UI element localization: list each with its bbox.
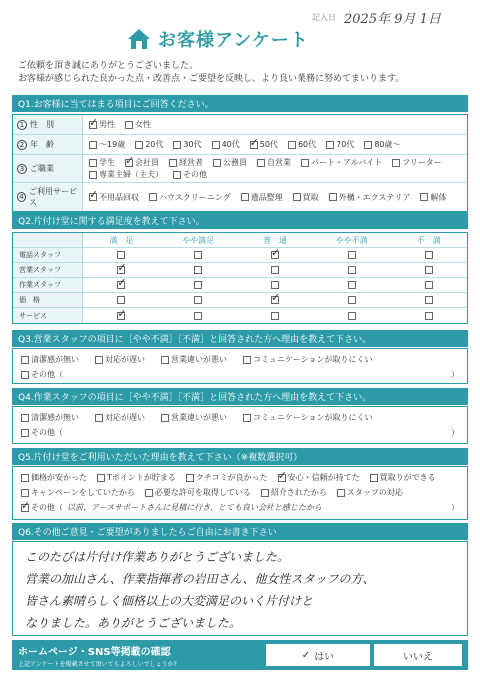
- q1-option[interactable]: [149, 192, 231, 203]
- reason-option[interactable]: [337, 487, 403, 498]
- q1-option[interactable]: [241, 192, 283, 203]
- q2-rating-cell: [313, 266, 390, 274]
- reason-option[interactable]: [161, 412, 227, 423]
- checkbox[interactable]: [117, 251, 125, 259]
- checkbox[interactable]: [186, 474, 194, 482]
- consent-no-option[interactable]: [374, 644, 462, 666]
- intro-line: お客様が感じられた良かった点・改善点・ご要望を反映し、より良い業務に努めてまいります。: [18, 74, 405, 84]
- circled-number: 3: [17, 164, 27, 174]
- q2-rating-cell: [83, 251, 160, 259]
- checkbox[interactable]: [173, 171, 181, 179]
- q1-option[interactable]: [301, 157, 382, 168]
- reason-other-option[interactable]: [21, 369, 63, 380]
- q1-label-text: ご利用サービス: [29, 187, 77, 207]
- checkbox[interactable]: [194, 312, 202, 320]
- q1-option[interactable]: [212, 139, 240, 150]
- checkbox[interactable]: [337, 489, 345, 497]
- reason-option[interactable]: [21, 354, 79, 365]
- reason-line: [21, 352, 459, 367]
- q1-option[interactable]: [89, 119, 115, 130]
- q2-rating-cell: [83, 281, 160, 289]
- checkbox[interactable]: [271, 266, 279, 274]
- q1-option-label: 会社員: [135, 158, 159, 167]
- q1-option-label: 80歳～: [374, 140, 401, 149]
- checkbox[interactable]: [326, 141, 334, 149]
- q1-label-text: 性 別: [30, 120, 54, 129]
- reason-line: [21, 500, 459, 515]
- checkbox[interactable]: [301, 159, 309, 167]
- q2-row-label: 価 格: [13, 293, 83, 307]
- q1-option-label: 50代: [259, 140, 278, 149]
- reason-other-option[interactable]: [21, 427, 63, 438]
- reason-label: 価格が安かった: [31, 473, 87, 482]
- circled-number: 2: [17, 140, 27, 150]
- reason-line: [21, 425, 459, 440]
- reason-label: その他（: [31, 503, 63, 512]
- checkbox[interactable]: [250, 141, 258, 149]
- publish-consent-footer: [12, 640, 468, 670]
- q2-heading: Q2.片付け堂に関する満足度を教えて下さい。: [12, 212, 468, 229]
- reason-label: 必要な許可を取得している: [154, 488, 251, 497]
- checkbox[interactable]: [21, 371, 29, 379]
- checkbox[interactable]: [425, 312, 433, 320]
- q1-option[interactable]: [125, 119, 151, 130]
- closing-paren: ）: [451, 428, 459, 437]
- reason-option[interactable]: [97, 472, 176, 483]
- q1-option[interactable]: [257, 157, 291, 168]
- reason-option[interactable]: [261, 487, 327, 498]
- checkbox[interactable]: [329, 193, 337, 201]
- q1-options: [83, 155, 467, 182]
- checkbox[interactable]: [169, 159, 177, 167]
- q2-rating-cell: [313, 251, 390, 259]
- check-mark-icon: ✓: [301, 649, 311, 661]
- q1-option[interactable]: [135, 139, 163, 150]
- q2-column-header: やや満足: [182, 235, 215, 245]
- q1-option-label: 解体: [430, 192, 447, 202]
- checkbox[interactable]: [161, 356, 169, 364]
- q1-options: [83, 183, 467, 211]
- reason-line: [21, 485, 459, 500]
- q2-row-label: 作業スタッフ: [13, 278, 83, 292]
- checkbox[interactable]: [125, 121, 133, 129]
- checkbox[interactable]: [420, 193, 428, 201]
- q2-rating-cell: [160, 251, 237, 259]
- reason-option[interactable]: [370, 472, 436, 483]
- q1-option-label: パート・アルバイト: [311, 158, 383, 167]
- comment-line: このたびは片付け作業ありがとうございました。: [25, 550, 290, 564]
- q1-row-label: [13, 183, 83, 211]
- q2-column-header: やや不満: [335, 235, 368, 245]
- q1-option[interactable]: [89, 157, 115, 168]
- q2-row: [13, 308, 467, 323]
- q1-row-label: [13, 115, 83, 134]
- checkbox[interactable]: [194, 266, 202, 274]
- q1-row-label: [13, 155, 83, 182]
- checkbox[interactable]: [425, 281, 433, 289]
- q6-heading: Q6.その他ご意見・ご要望がありましたらご自由にお書き下さい: [12, 523, 468, 540]
- q5-options: [12, 466, 468, 520]
- checkbox[interactable]: [161, 414, 169, 422]
- checkbox[interactable]: [21, 414, 29, 422]
- other-reason-handwritten: 以前、アースサポートさんに見積に行き、とても良い会社と感じたから: [67, 503, 322, 512]
- q1-option-label: 男性: [99, 120, 115, 129]
- q1-option-label: 学生: [99, 158, 115, 167]
- q1-option[interactable]: [125, 157, 159, 168]
- survey-header: [126, 26, 309, 52]
- q1-option[interactable]: [326, 139, 354, 150]
- checkbox[interactable]: [117, 281, 125, 289]
- checkbox[interactable]: [348, 266, 356, 274]
- consent-yes-label: はい: [314, 651, 335, 663]
- checkbox[interactable]: [95, 356, 103, 364]
- reason-label: コミュニケーションが取りにくい: [253, 355, 373, 364]
- checkbox[interactable]: [392, 159, 400, 167]
- reason-option[interactable]: [243, 354, 373, 365]
- q2-rating-cell: [83, 312, 160, 320]
- q2-row: [13, 248, 467, 263]
- q1-label-text: ご職業: [30, 164, 54, 173]
- checkbox[interactable]: [145, 489, 153, 497]
- checkbox[interactable]: [348, 312, 356, 320]
- reason-option[interactable]: [243, 412, 373, 423]
- checkbox[interactable]: [425, 251, 433, 259]
- q1-option-label: 公務員: [223, 158, 247, 167]
- checkbox[interactable]: [97, 474, 105, 482]
- date-value: 2025年 9月 1日: [344, 11, 441, 27]
- closing-paren: ）: [451, 503, 459, 512]
- checkbox[interactable]: [271, 281, 279, 289]
- q2-rating-cell: [160, 266, 237, 274]
- checkbox[interactable]: [348, 281, 356, 289]
- q2-rating-cell: [313, 296, 390, 304]
- reason-label: 営業違いが悪い: [171, 413, 227, 422]
- q1-option[interactable]: [213, 157, 247, 168]
- checkbox[interactable]: [271, 312, 279, 320]
- reason-label: クチコミが良かった: [195, 473, 268, 482]
- q2-row: [13, 293, 467, 308]
- comment-line: なりました。ありがとうございました。: [25, 616, 242, 630]
- q2-rating-cell: [390, 266, 467, 274]
- q6-free-comment[interactable]: [12, 541, 468, 636]
- checkbox[interactable]: [348, 251, 356, 259]
- reason-label: 営業違いが悪い: [171, 355, 227, 364]
- q2-rating-cell: [237, 266, 314, 274]
- reason-other-option[interactable]: [21, 502, 63, 513]
- checkbox[interactable]: [278, 474, 286, 482]
- q1-option-label: 不用品回収: [99, 192, 139, 202]
- checkbox[interactable]: [117, 266, 125, 274]
- consent-no-label: いいえ: [403, 651, 433, 663]
- reason-label: その他（: [31, 370, 63, 379]
- q1-option-label: 70代: [336, 140, 355, 149]
- checkbox[interactable]: [21, 429, 29, 437]
- reason-label: 清潔感が無い: [31, 413, 79, 422]
- q1-options: [83, 135, 467, 154]
- reason-label: 対応が遅い: [105, 413, 145, 422]
- q2-rating-cell: [83, 266, 160, 274]
- q1-option-label: 60代: [297, 140, 317, 149]
- checkbox[interactable]: [89, 121, 97, 129]
- intro-text: [18, 60, 404, 86]
- reason-option[interactable]: [278, 472, 360, 483]
- q1-option[interactable]: [329, 192, 411, 203]
- reason-label: 買取りができる: [379, 473, 436, 482]
- reason-option[interactable]: [95, 412, 145, 423]
- q2-row-label: 営業スタッフ: [13, 263, 83, 277]
- q1-row: [13, 183, 467, 211]
- q1-option-label: 経営者: [179, 158, 203, 167]
- circled-number: 1: [17, 120, 27, 130]
- q2-row-label: 電話スタッフ: [13, 248, 83, 262]
- q1-option[interactable]: [288, 139, 316, 150]
- q4-options: [12, 406, 468, 444]
- checkbox[interactable]: [370, 474, 378, 482]
- checkbox[interactable]: [135, 141, 143, 149]
- reason-option[interactable]: [161, 354, 227, 365]
- q1-option[interactable]: [173, 139, 201, 150]
- checkbox[interactable]: [212, 141, 220, 149]
- reason-label: 紹介されたから: [270, 488, 327, 497]
- checkbox[interactable]: [95, 414, 103, 422]
- q2-table: [12, 232, 468, 324]
- checkbox[interactable]: [125, 159, 133, 167]
- checkbox[interactable]: [364, 141, 372, 149]
- reason-label: コミュニケーションが取りにくい: [253, 413, 373, 422]
- q2-rating-cell: [390, 251, 467, 259]
- q2-rating-cell: [237, 281, 314, 289]
- q1-option-label: 買取: [302, 192, 319, 202]
- q2-rating-cell: [390, 312, 467, 320]
- checkbox[interactable]: [348, 296, 356, 304]
- checkbox[interactable]: [261, 489, 269, 497]
- date-field: [312, 9, 462, 25]
- checkbox[interactable]: [89, 193, 97, 201]
- reason-label: その他（: [31, 428, 63, 437]
- q1-option-label: 自営業: [267, 158, 291, 167]
- q2-rating-cell: [237, 312, 314, 320]
- q2-row: [13, 263, 467, 278]
- q2-rating-cell: [237, 251, 314, 259]
- q1-option-label: 40代: [221, 140, 240, 149]
- q1-option[interactable]: [89, 169, 163, 180]
- page-title: お客様アンケート: [158, 30, 309, 51]
- q2-row-label: サービス: [13, 308, 83, 323]
- q1-row-label: [13, 135, 83, 154]
- q2-rating-cell: [160, 281, 237, 289]
- reason-option[interactable]: [21, 472, 87, 483]
- q1-option-label: 外構・エクステリア: [338, 192, 411, 202]
- checkbox[interactable]: [194, 281, 202, 289]
- checkbox[interactable]: [21, 356, 29, 364]
- q1-option[interactable]: [392, 157, 442, 168]
- q1-table: [12, 114, 468, 212]
- reason-label: スタッフの対応: [346, 488, 403, 497]
- checkbox[interactable]: [288, 141, 296, 149]
- checkbox[interactable]: [425, 296, 433, 304]
- checkbox[interactable]: [257, 159, 265, 167]
- reason-option[interactable]: [21, 412, 79, 423]
- q2-rating-cell: [83, 296, 160, 304]
- reason-line: [21, 470, 459, 485]
- q1-option-label: 女性: [135, 120, 151, 129]
- q1-row: [13, 155, 467, 183]
- q2-row: [13, 278, 467, 293]
- q1-option-label: 30代: [183, 140, 202, 149]
- reason-label: キャンペーンをしていたから: [31, 488, 135, 497]
- checkbox[interactable]: [89, 159, 97, 167]
- q1-option[interactable]: [169, 157, 203, 168]
- q1-option[interactable]: [420, 192, 446, 203]
- consent-yes-option[interactable]: [266, 644, 370, 666]
- q1-option[interactable]: [364, 139, 400, 150]
- checkbox[interactable]: [425, 266, 433, 274]
- q2-column-header: 普 通: [262, 235, 287, 245]
- q2-rating-cell: [160, 296, 237, 304]
- q2-rating-cell: [390, 296, 467, 304]
- date-label: 記入日: [312, 12, 336, 22]
- checkbox[interactable]: [21, 504, 29, 512]
- q1-option-label: その他: [183, 170, 207, 179]
- q2-rating-cell: [313, 312, 390, 320]
- q1-option-label: ～19歳: [99, 140, 126, 149]
- q1-option[interactable]: [250, 139, 278, 150]
- closing-paren: ）: [451, 370, 459, 379]
- q3-options: [12, 348, 468, 384]
- q5-heading: Q5.片付け堂をご利用いただいた理由を教えて下さい（※複数選択可）: [12, 448, 468, 465]
- q1-options: [83, 115, 467, 134]
- checkbox[interactable]: [194, 296, 202, 304]
- checkbox[interactable]: [293, 193, 301, 201]
- q1-option-label: 20代: [145, 140, 164, 149]
- q1-option[interactable]: [173, 169, 207, 180]
- checkbox[interactable]: [89, 141, 97, 149]
- checkbox[interactable]: [241, 193, 249, 201]
- q1-row: [13, 135, 467, 155]
- q1-option-label: ハウスクリーニング: [159, 192, 231, 202]
- checkbox[interactable]: [271, 251, 279, 259]
- checkbox[interactable]: [243, 414, 251, 422]
- q2-column-header: 満 足: [109, 235, 134, 245]
- checkbox[interactable]: [213, 159, 221, 167]
- q1-option[interactable]: [89, 139, 125, 150]
- reason-option[interactable]: [95, 354, 145, 365]
- q1-option[interactable]: [293, 192, 319, 203]
- checkbox[interactable]: [149, 193, 157, 201]
- q1-option-label: フリーター: [402, 158, 442, 167]
- q2-rating-cell: [237, 296, 314, 304]
- checkbox[interactable]: [271, 296, 279, 304]
- reason-option[interactable]: [186, 472, 268, 483]
- reason-option[interactable]: [145, 487, 251, 498]
- q3-heading: Q3.営業スタッフの項目に［やや不満］［不満］と回答された方へ理由を教えて下さい。: [12, 330, 468, 347]
- house-logo-icon: [126, 27, 152, 51]
- reason-label: Tポイントが貯まる: [107, 473, 176, 482]
- comment-line: 営業の加山さん、作業指揮者の岩田さん、他女性スタッフの方、: [25, 572, 375, 586]
- reason-label: 清潔感が無い: [31, 355, 79, 364]
- reason-line: [21, 410, 459, 425]
- q1-option-label: 遺品整理: [250, 192, 283, 202]
- footer-subtitle: 上記アンケートを掲載させて頂いてもよろしいでしょうか?: [18, 661, 177, 668]
- q1-row: [13, 115, 467, 135]
- checkbox[interactable]: [21, 474, 29, 482]
- checkbox[interactable]: [243, 356, 251, 364]
- checkbox[interactable]: [117, 296, 125, 304]
- circled-number: 4: [17, 192, 26, 202]
- q2-rating-cell: [390, 281, 467, 289]
- reason-label: 安心・信頼が持てた: [287, 473, 360, 482]
- comment-line: 皆さん素晴らしく価格以上の大変満足のいく片付けと: [25, 594, 314, 608]
- footer-title: ホームページ・SNS等掲載の確認: [18, 647, 171, 658]
- q1-option[interactable]: [89, 192, 139, 203]
- q2-rating-cell: [160, 312, 237, 320]
- q2-column-header: 不 満: [416, 235, 441, 245]
- checkbox[interactable]: [21, 489, 29, 497]
- q1-label-text: 年 齢: [30, 140, 54, 149]
- q1-heading: Q1.お客様に当てはまる項目にご回答ください。: [12, 95, 468, 112]
- checkbox[interactable]: [173, 141, 181, 149]
- q2-corner: [13, 233, 83, 247]
- q1-option-label: 専業主婦（主夫）: [99, 170, 163, 179]
- intro-line: ご依頼を頂き誠にありがとうございました。: [18, 61, 199, 71]
- reason-option[interactable]: [21, 487, 135, 498]
- reason-line: [21, 367, 459, 382]
- q2-header-row: [13, 233, 467, 248]
- checkbox[interactable]: [194, 251, 202, 259]
- q4-heading: Q4.作業スタッフの項目に［やや不満］［不満］と回答された方へ理由を教えて下さい。: [12, 388, 468, 405]
- checkbox[interactable]: [89, 171, 97, 179]
- checkbox[interactable]: [117, 312, 125, 320]
- q2-rating-cell: [313, 281, 390, 289]
- reason-label: 対応が遅い: [105, 355, 145, 364]
